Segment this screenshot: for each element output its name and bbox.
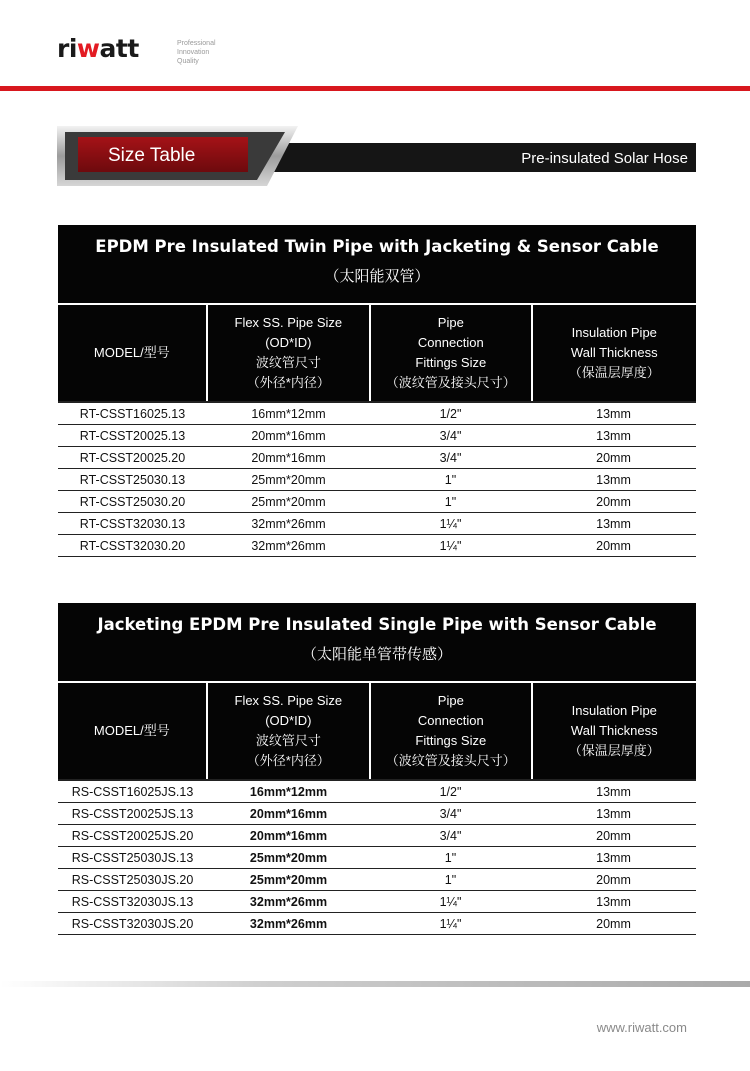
col-label: (OD*ID) (265, 713, 312, 728)
cell-flex: 20mm*16mm (251, 428, 326, 443)
cell-flex: 32mm*26mm (249, 894, 328, 909)
cell-insulation: 13mm (596, 806, 631, 821)
table-header (58, 603, 696, 681)
column-headers (58, 681, 696, 779)
cell-flex: 16mm*12mm (251, 406, 326, 421)
table-row (58, 469, 696, 491)
table-row (58, 447, 696, 469)
col-label: Wall Thickness (570, 723, 658, 738)
table-subtitle: （太阳能单管带传感） (301, 645, 452, 663)
footer-divider (0, 981, 750, 987)
cell-model: RS-CSST20025JS.13 (71, 806, 194, 821)
col-label: Flex SS. Pipe Size (234, 693, 343, 708)
cell-model: RT-CSST25030.20 (79, 494, 186, 509)
cell-flex: 32mm*26mm (251, 516, 326, 531)
cell-pipe: 1¼" (439, 538, 462, 553)
cell-insulation: 20mm (596, 494, 631, 509)
cell-insulation: 13mm (596, 428, 631, 443)
cell-model: RS-CSST32030JS.13 (71, 894, 194, 909)
table-row (58, 491, 696, 513)
col-insulation (531, 305, 696, 401)
col-label: MODEL/型号 (93, 723, 170, 738)
cell-flex: 25mm*20mm (251, 472, 326, 487)
table-row (58, 425, 696, 447)
header-divider (0, 86, 750, 91)
cell-pipe: 1¼" (439, 916, 462, 931)
col-model (58, 683, 206, 779)
table-body (58, 401, 696, 557)
brand-logo (57, 34, 139, 63)
brand-tagline (177, 39, 216, 66)
col-pipe-fitting (369, 305, 530, 401)
banner-subtitle: Pre-insulated Solar Hose (521, 150, 688, 167)
col-label: 波纹管尺寸 (255, 355, 321, 370)
cell-flex: 25mm*20mm (249, 850, 328, 865)
tagline-line: Quality (177, 58, 199, 65)
table-title: EPDM Pre Insulated Twin Pipe with Jacketing & Sensor Cable (95, 237, 659, 256)
cell-pipe: 1" (444, 850, 457, 865)
col-label: Pipe (437, 693, 464, 708)
col-model (58, 305, 206, 401)
cell-pipe: 1¼" (439, 516, 462, 531)
cell-model: RT-CSST32030.20 (79, 538, 186, 553)
table-row (58, 869, 696, 891)
cell-insulation: 13mm (596, 406, 631, 421)
col-label: Pipe (437, 315, 464, 330)
cell-model: RT-CSST25030.13 (79, 472, 186, 487)
logo-part: ri (57, 34, 77, 63)
cell-pipe: 1" (444, 872, 457, 887)
col-label: Connection (417, 713, 484, 728)
cell-pipe: 1" (444, 494, 457, 509)
cell-model: RT-CSST32030.13 (79, 516, 186, 531)
cell-model: RS-CSST25030JS.13 (71, 850, 194, 865)
cell-insulation: 20mm (596, 538, 631, 553)
cell-pipe: 3/4" (439, 828, 462, 843)
cell-flex: 25mm*20mm (251, 494, 326, 509)
table-subtitle: （太阳能双管） (324, 267, 430, 285)
cell-insulation: 13mm (596, 784, 631, 799)
col-pipe-fitting (369, 683, 530, 779)
col-label: Connection (417, 335, 484, 350)
cell-pipe: 1" (444, 472, 457, 487)
table-body (58, 779, 696, 935)
col-label: 波纹管尺寸 (255, 733, 321, 748)
tagline-line: Innovation (177, 49, 210, 56)
col-flex-size (206, 305, 369, 401)
table-row (58, 513, 696, 535)
col-label: （外径*内径） (246, 375, 330, 390)
col-flex-size (206, 683, 369, 779)
cell-flex: 20mm*16mm (251, 450, 326, 465)
table-row (58, 781, 696, 803)
col-label: Fittings Size (415, 355, 487, 370)
cell-insulation: 13mm (596, 516, 631, 531)
cell-model: RS-CSST25030JS.20 (71, 872, 194, 887)
logo-part: w (76, 34, 100, 63)
col-label: Insulation Pipe (571, 325, 657, 340)
table-row (58, 891, 696, 913)
col-label: Fittings Size (415, 733, 487, 748)
col-label: Flex SS. Pipe Size (234, 315, 343, 330)
cell-flex: 16mm*12mm (249, 784, 328, 799)
tagline-line: Professional (177, 40, 216, 47)
cell-model: RS-CSST16025JS.13 (71, 784, 194, 799)
cell-insulation: 13mm (596, 472, 631, 487)
table-row (58, 535, 696, 557)
cell-pipe: 3/4" (439, 428, 462, 443)
col-label: MODEL/型号 (93, 345, 170, 360)
footer-website: www.riwatt.com (596, 1020, 687, 1035)
cell-flex: 25mm*20mm (249, 872, 328, 887)
size-table-single (58, 603, 696, 935)
cell-model: RT-CSST16025.13 (79, 406, 186, 421)
cell-model: RS-CSST32030JS.20 (71, 916, 194, 931)
logo-part: att (99, 34, 139, 63)
cell-pipe: 1¼" (439, 894, 462, 909)
table-header (58, 225, 696, 303)
col-insulation (531, 683, 696, 779)
cell-model: RS-CSST20025JS.20 (71, 828, 194, 843)
col-label: Wall Thickness (570, 345, 658, 360)
cell-insulation: 13mm (596, 850, 631, 865)
cell-pipe: 3/4" (439, 806, 462, 821)
cell-pipe: 1/2" (439, 406, 462, 421)
cell-model: RT-CSST20025.13 (79, 428, 186, 443)
col-label: (OD*ID) (265, 335, 312, 350)
col-label: （外径*内径） (246, 753, 330, 768)
size-table-twin (58, 225, 696, 557)
cell-insulation: 13mm (596, 894, 631, 909)
col-label: Insulation Pipe (571, 703, 657, 718)
col-label: （保温层厚度） (568, 743, 660, 758)
table-row (58, 803, 696, 825)
cell-insulation: 20mm (596, 872, 631, 887)
cell-flex: 20mm*16mm (249, 828, 328, 843)
cell-flex: 32mm*26mm (249, 916, 328, 931)
column-headers (58, 303, 696, 401)
table-row (58, 403, 696, 425)
cell-flex: 20mm*16mm (249, 806, 328, 821)
cell-model: RT-CSST20025.20 (79, 450, 186, 465)
cell-flex: 32mm*26mm (251, 538, 326, 553)
table-row (58, 825, 696, 847)
cell-pipe: 3/4" (439, 450, 462, 465)
cell-insulation: 20mm (596, 450, 631, 465)
col-label: （波纹管及接头尺寸） (385, 375, 516, 390)
col-label: （保温层厚度） (568, 365, 660, 380)
table-row (58, 847, 696, 869)
table-row (58, 913, 696, 935)
col-label: （波纹管及接头尺寸） (385, 753, 516, 768)
table-title: Jacketing EPDM Pre Insulated Single Pipe with Sensor Cable (97, 615, 657, 634)
cell-pipe: 1/2" (439, 784, 462, 799)
cell-insulation: 20mm (596, 828, 631, 843)
cell-insulation: 20mm (596, 916, 631, 931)
banner-title: Size Table (108, 145, 196, 166)
